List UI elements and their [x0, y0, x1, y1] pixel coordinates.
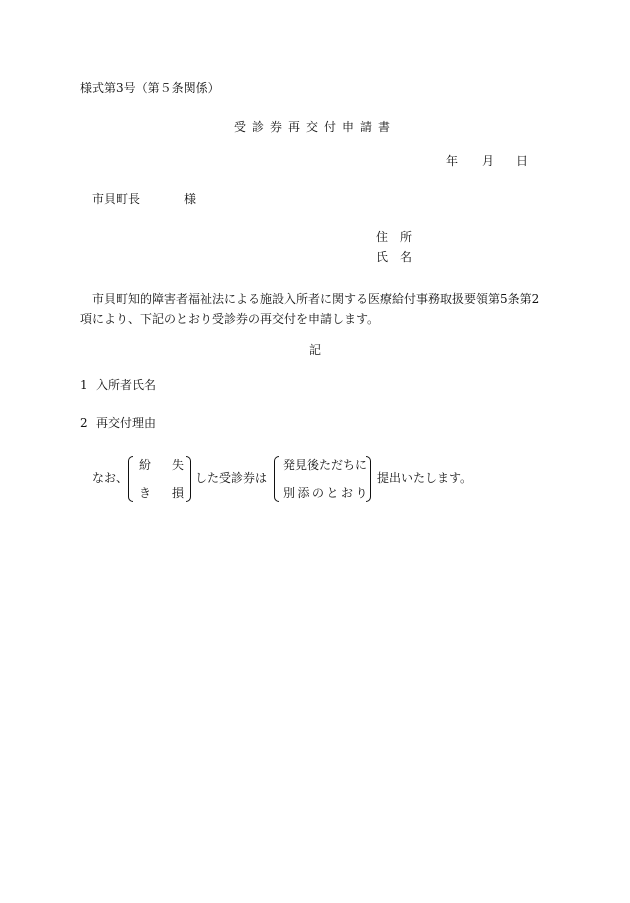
- right-bracket-2: [366, 456, 371, 502]
- choice-damaged-char1: き: [139, 486, 152, 500]
- applicant-name-label: 氏名: [376, 250, 425, 264]
- request-paragraph: 市貝町知的障害者福祉法による施設入所者に関する医療給付事務取扱要領第5条第2項により、下記のとおり受診券の再交付を申請します。: [80, 292, 540, 326]
- choice-as-attached: 別添のとおり: [283, 486, 371, 500]
- addressee-honorific: 様: [184, 192, 197, 206]
- item-resident-name: [80, 379, 156, 391]
- form-number: 様式第3号（第５条関係）: [80, 81, 220, 95]
- choice-upon-discovery: 発見後ただちに: [283, 458, 368, 472]
- item-number: 2: [80, 416, 88, 430]
- right-bracket-1: [186, 456, 191, 502]
- document-title: 受診券再交付申請書: [233, 120, 396, 134]
- left-bracket-1: [128, 456, 133, 502]
- date-year-label: 年: [446, 154, 459, 168]
- note-middle-text: した受診券は: [195, 471, 268, 485]
- note-suffix-text: 提出いたします。: [377, 471, 473, 485]
- addressee-name: 市貝町長: [92, 192, 141, 206]
- item-number: 1: [80, 378, 88, 392]
- item-label: 再交付理由: [96, 416, 157, 430]
- left-bracket-2: [274, 456, 279, 502]
- date-month-label: 月: [482, 154, 495, 168]
- item-reissue-reason: [80, 417, 156, 429]
- applicant-address-label: 住所: [376, 230, 425, 244]
- ki-heading: 記: [308, 343, 321, 357]
- choice-lost-char2: 失: [172, 458, 185, 472]
- note-prefix: なお、: [92, 471, 129, 485]
- choice-lost-char1: 紛: [139, 458, 152, 472]
- date-day-label: 日: [516, 154, 529, 168]
- item-label: 入所者氏名: [96, 378, 157, 392]
- choice-damaged-char2: 損: [172, 486, 185, 500]
